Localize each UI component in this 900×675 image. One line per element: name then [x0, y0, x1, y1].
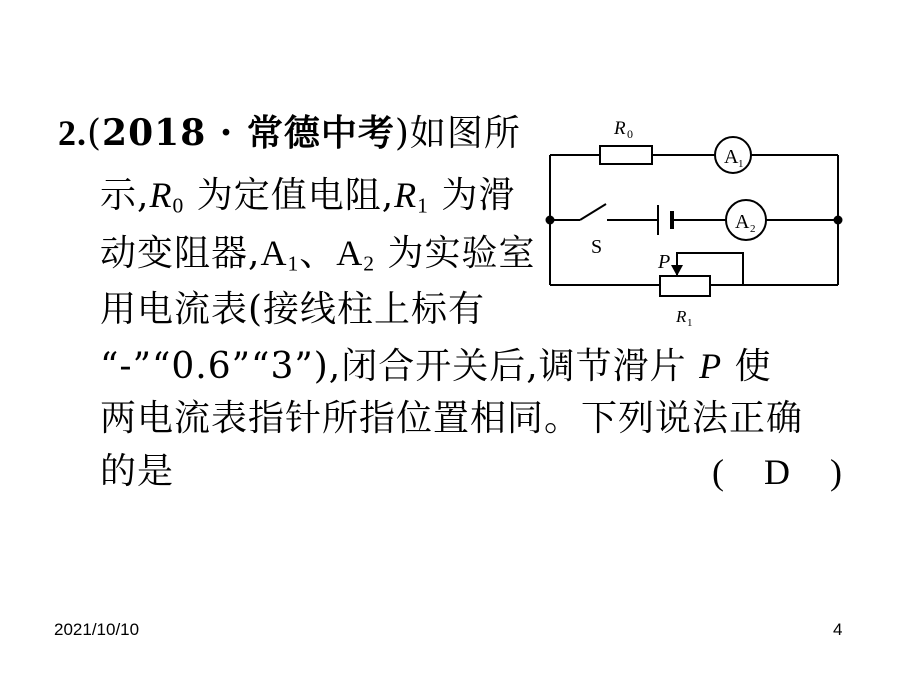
question-text-2b: 为定值电阻,: [196, 175, 395, 216]
question-number: 2.: [58, 113, 87, 153]
answer-bracket: [712, 452, 842, 492]
r1-subscript: 1: [417, 193, 429, 218]
question-text-5a: “-”“0.6”“3”),闭合开关后,调节滑片: [100, 346, 687, 387]
question-text-5b: 使: [734, 346, 772, 387]
question-text-1: 如图所: [409, 113, 521, 154]
a2-subscript: 2: [363, 251, 376, 276]
switch-label: S: [591, 236, 603, 258]
separator: 、: [299, 233, 337, 274]
r0-subscript: 0: [172, 193, 185, 218]
slider-label: P: [658, 251, 671, 273]
question-line-5: [100, 346, 772, 387]
answer-value: D: [764, 452, 790, 492]
r1-label: R: [676, 307, 687, 326]
r0-label: R: [614, 118, 626, 139]
source-open: (: [87, 113, 103, 154]
slider-arrow: [671, 265, 683, 276]
rheostat-r1: [660, 276, 710, 296]
circuit-wires: [550, 155, 838, 285]
question-text-6: 两电流表指针所指位置相同。下列说法正确: [100, 398, 804, 439]
switch: [580, 204, 606, 220]
question-line-4: [100, 290, 485, 330]
answer-open: (: [712, 452, 724, 492]
question-text-2c: 为滑: [441, 175, 516, 216]
question-line-1: [58, 113, 521, 154]
r0-symbol: R: [149, 175, 173, 215]
resistor-r0: [600, 146, 652, 164]
a1-subscript: 1: [287, 251, 300, 276]
a1-symbol: A: [260, 233, 288, 273]
junction-right: [834, 216, 843, 225]
question-line-2: [100, 175, 515, 216]
r1-symbol: R: [394, 175, 418, 215]
question-line-7: [100, 452, 174, 492]
footer-date: 2021/10/10: [54, 620, 140, 639]
a2-symbol: A: [336, 233, 364, 273]
a2-label-sub: 2: [750, 223, 756, 235]
question-line-6: [100, 399, 803, 439]
question-source: 2018 · 常德中考: [102, 112, 395, 154]
question-text-2a: 示,: [100, 175, 150, 216]
source-close: ): [394, 113, 410, 154]
question-text-3a: 动变阻器,: [100, 233, 261, 274]
junction-left: [546, 216, 555, 225]
question-text-3b: 为实验室: [387, 233, 536, 274]
circuit-diagram: [540, 108, 860, 338]
answer-close: ): [830, 452, 842, 492]
question-text-7: 的是: [100, 451, 175, 492]
question-line-3: [100, 233, 536, 274]
a1-label: A: [724, 146, 739, 168]
page-number: 4: [833, 620, 843, 639]
r0-label-sub: 0: [627, 127, 633, 141]
question-text-4: 用电流表(接线柱上标有: [100, 289, 486, 330]
a2-label: A: [735, 211, 750, 233]
r1-label-sub: 1: [687, 317, 693, 329]
p-symbol: P: [699, 346, 723, 386]
a1-label-sub: 1: [738, 158, 744, 170]
